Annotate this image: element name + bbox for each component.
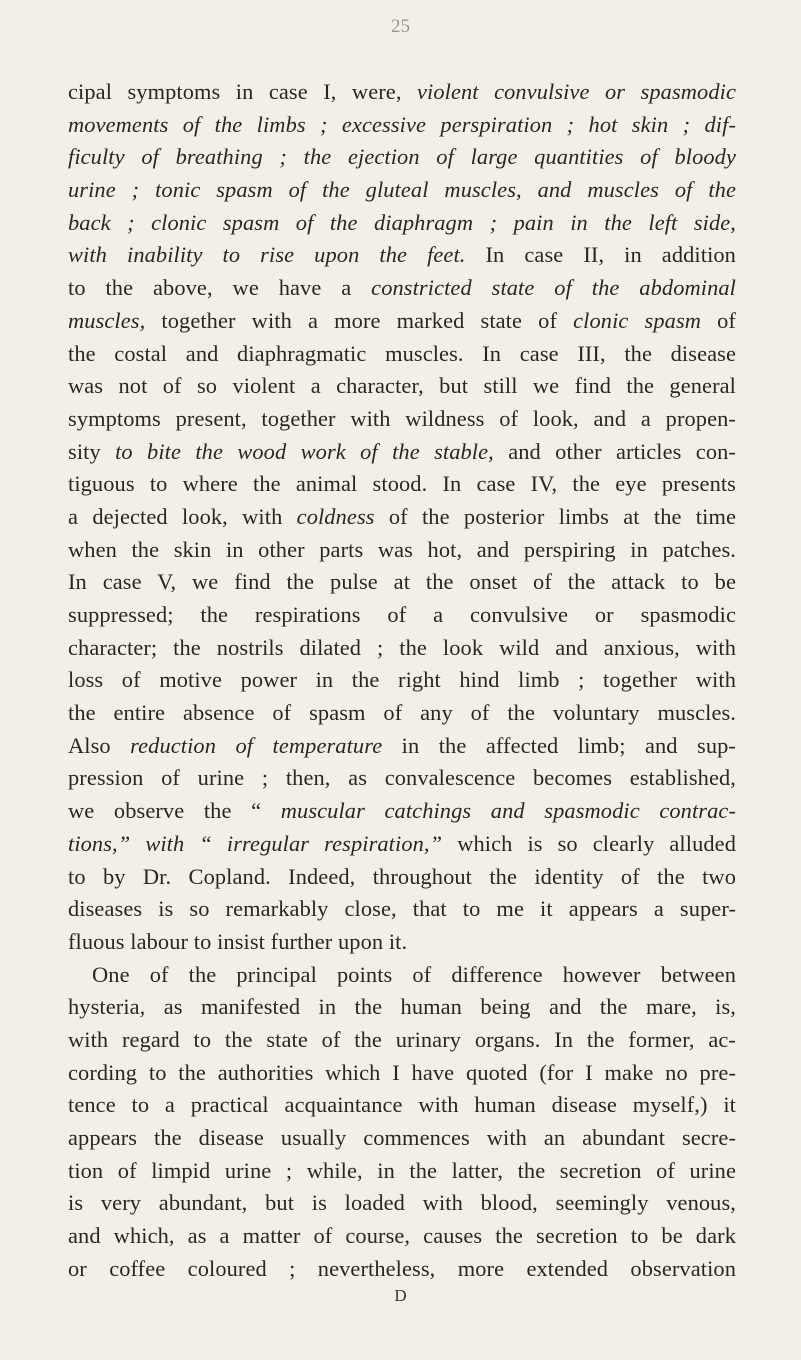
text-line bbox=[68, 566, 736, 599]
text-line bbox=[68, 1024, 736, 1057]
text-line bbox=[68, 697, 736, 730]
italic-text: muscular catchings and spasmodic contrac- bbox=[280, 798, 736, 824]
italic-text: back ; clonic spasm of the diaphragm ; pain in the left side, bbox=[68, 209, 736, 235]
text-line bbox=[68, 861, 736, 894]
text-line bbox=[68, 795, 736, 828]
text-run: cipal symptoms in case I, were, bbox=[68, 79, 417, 104]
text-line bbox=[68, 501, 736, 534]
text-line bbox=[68, 239, 736, 272]
italic-text: reduction of temperature bbox=[130, 732, 383, 758]
italic-text: tions,” with “ irregular respiration,” bbox=[68, 830, 443, 856]
text-run: a dejected look, with bbox=[68, 503, 297, 529]
text-line bbox=[68, 370, 736, 403]
text-run: with regard to the state of the urinary organs. In the former, ac- bbox=[68, 1026, 736, 1052]
text-line bbox=[68, 991, 736, 1024]
text-run: tence to a practical acquaintance with human disease myself,) it bbox=[68, 1092, 736, 1118]
italic-text: violent convulsive or spasmodic bbox=[416, 79, 737, 104]
text-line bbox=[68, 1155, 736, 1188]
text-run: to the above, we have a bbox=[68, 275, 372, 301]
text-run: and other articles con- bbox=[493, 438, 736, 464]
text-line bbox=[68, 1253, 736, 1286]
text-line bbox=[68, 1089, 736, 1122]
italic-text: with inability to rise upon the feet. bbox=[68, 242, 466, 268]
text-run: was not of so violent a character, but still we find the general bbox=[68, 373, 736, 399]
text-run: tiguous to where the animal stood. In case IV, the eye presents bbox=[68, 471, 736, 497]
text-run: tion of limpid urine ; while, in the latter, the secretion of urine bbox=[68, 1157, 736, 1183]
text-run: cording to the authorities which I have quoted (for I make no pre- bbox=[68, 1059, 736, 1085]
text-line bbox=[68, 599, 736, 632]
text-run: appears the disease usually commences with an abundant secre- bbox=[68, 1125, 736, 1150]
text-run: sity bbox=[68, 438, 116, 464]
text-line bbox=[68, 141, 736, 174]
text-line bbox=[68, 272, 736, 305]
text-run: we observe the “ bbox=[68, 798, 281, 824]
text-run: symptoms present, together with wildness of look, and a propen- bbox=[68, 405, 736, 431]
text-run: is very abundant, but is loaded with blood, seemingly venous, bbox=[68, 1190, 736, 1216]
text-run: to by Dr. Copland. Indeed, throughout the identity of the two bbox=[68, 863, 736, 889]
text-line bbox=[68, 534, 736, 567]
body-text bbox=[68, 76, 736, 1285]
text-run: pression of urine ; then, as convalescence becomes established, bbox=[68, 765, 736, 791]
text-run: In case V, we find the pulse at the onset of the attack to be bbox=[68, 569, 736, 595]
text-line bbox=[68, 468, 736, 501]
text-run: of bbox=[701, 307, 736, 333]
text-line bbox=[68, 664, 736, 697]
text-line bbox=[68, 959, 736, 992]
text-run: suppressed; the respirations of a convulsive or spasmodic bbox=[68, 602, 736, 627]
text-run: in the affected limb; and sup- bbox=[382, 732, 736, 758]
text-run: the costal and diaphragmatic muscles. In case III, the disease bbox=[68, 340, 736, 366]
text-run: which is so clearly alluded bbox=[442, 830, 737, 856]
text-run: hysteria, as manifested in the human being and the mare, is, bbox=[68, 994, 736, 1020]
italic-text: muscles, bbox=[68, 307, 146, 333]
text-run: One of the principal points of difference however between bbox=[92, 961, 736, 987]
text-run: or coffee coloured ; nevertheless, more extended observation bbox=[68, 1255, 736, 1281]
italic-text: urine ; tonic spasm of the gluteal muscles, and muscles of the bbox=[68, 177, 736, 203]
text-line bbox=[68, 828, 736, 861]
text-line bbox=[68, 1220, 736, 1253]
text-line bbox=[68, 762, 736, 795]
text-line bbox=[68, 893, 736, 926]
text-line bbox=[68, 207, 736, 240]
text-line bbox=[68, 109, 736, 142]
text-run: character; the nostrils dilated ; the look wild and anxious, with bbox=[68, 634, 736, 660]
page-number: 25 bbox=[391, 16, 410, 37]
text-line bbox=[68, 338, 736, 371]
text-line bbox=[68, 403, 736, 436]
text-run: fluous labour to insist further upon it. bbox=[68, 928, 408, 954]
text-run: of the posterior limbs at the time bbox=[374, 503, 737, 529]
text-line bbox=[68, 1187, 736, 1220]
italic-text: ficulty of breathing ; the ejection of large quantities of bloody bbox=[68, 144, 736, 170]
text-line bbox=[68, 174, 736, 207]
text-run: when the skin in other parts was hot, and perspiring in patches. bbox=[68, 536, 736, 562]
italic-text: coldness bbox=[296, 503, 375, 529]
text-line bbox=[68, 1122, 736, 1155]
text-run: diseases is so remarkably close, that to me it appears a super- bbox=[68, 896, 736, 922]
italic-text: constricted state of the abdominal bbox=[371, 275, 736, 301]
text-run: the entire absence of spasm of any of the voluntary muscles. bbox=[68, 700, 736, 726]
text-line bbox=[68, 1057, 736, 1090]
text-line bbox=[68, 730, 736, 763]
text-run: loss of motive power in the right hind limb ; together with bbox=[68, 667, 736, 693]
text-line bbox=[68, 926, 736, 959]
signature-mark: D bbox=[394, 1286, 407, 1305]
italic-text: movements of the limbs ; excessive perspiration ; hot skin ; dif- bbox=[68, 111, 736, 137]
text-run: In case II, in addition bbox=[465, 242, 736, 268]
text-line bbox=[68, 632, 736, 665]
text-run: Also bbox=[68, 732, 131, 758]
text-line bbox=[68, 76, 736, 109]
text-line bbox=[68, 305, 736, 338]
text-line bbox=[68, 436, 736, 469]
italic-text: clonic spasm bbox=[573, 307, 702, 333]
text-run: and which, as a matter of course, causes the secretion to be dark bbox=[68, 1223, 736, 1249]
text-run: together with a more marked state of bbox=[145, 307, 574, 333]
italic-text: to bite the wood work of the stable, bbox=[115, 438, 494, 464]
